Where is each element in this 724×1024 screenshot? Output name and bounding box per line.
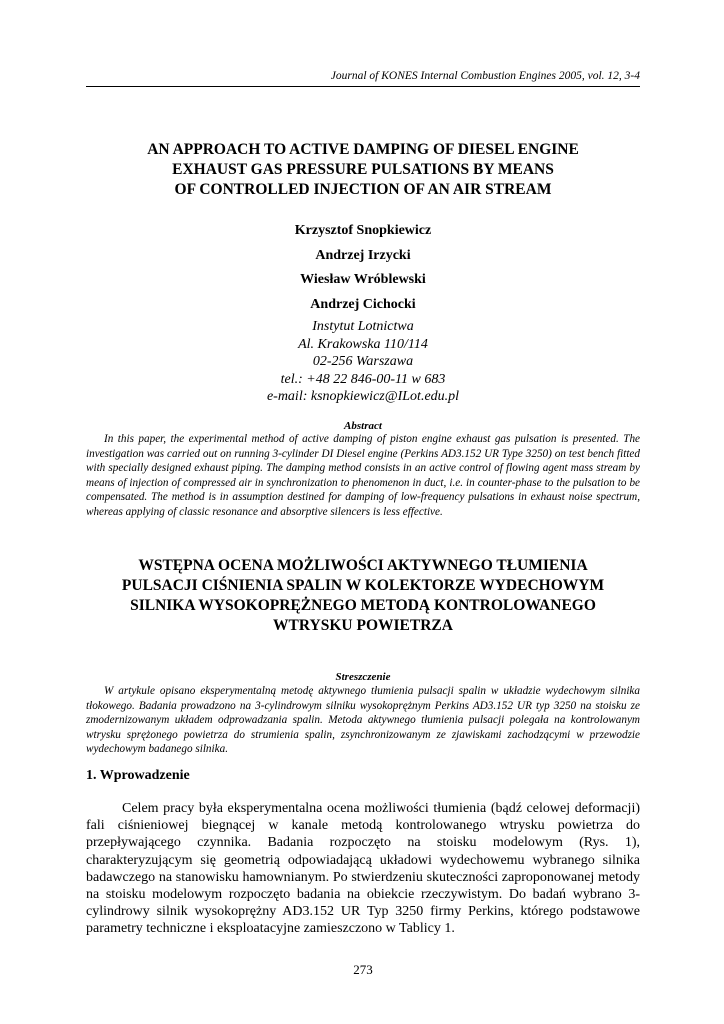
affiliation-street: Al. Krakowska 110/114 xyxy=(298,336,428,352)
journal-reference: Journal of KONES Internal Combustion Engines 2005, vol. 12, 3-4 xyxy=(330,70,640,82)
abstract-heading: Abstract xyxy=(344,420,382,432)
paper-title xyxy=(86,140,640,200)
page-number: 273 xyxy=(353,962,373,977)
header-rule xyxy=(86,86,640,87)
abstract-body xyxy=(86,432,640,520)
section-heading: 1. Wprowadzenie xyxy=(86,768,190,783)
section-body xyxy=(86,800,640,938)
title-line: EXHAUST GAS PRESSURE PULSATIONS BY MEANS xyxy=(172,161,554,178)
affiliation-institute: Instytut Lotnictwa xyxy=(312,319,414,334)
affiliation-email: e-mail: ksnopkiewicz@ILot.edu.pl xyxy=(266,389,460,404)
streszczenie-body xyxy=(86,684,640,757)
author-list xyxy=(86,222,640,320)
body-paragraph: Celem pracy była eksperymentalna ocena możliwości tłumienia (bądź celowej deformacji) fali ciśnieniowej biegnącej w kanale metodą kontrolowanego wtrysku powietrza do przepływającego czynnika. Badania rozpoczęto na stoisku modelowym (Rys. 1), charakteryzującym się geometrią odpowiadającą układowi wydechowemu wybranego silnika badawczego na stanowisku hamownianym. Po stwierdzeniu skuteczności zaproponowanej metody na stoisku modelowym rozpoczęto badania na obiekcie rzeczywistym. Do badań wybrano 3-cylindrowy silnik wysokoprężny AD3.152 UR Typ 3250 firmy Perkins, którego podstawowe parametry techniczne i eksploatacyjne zamieszczono w Tablicy 1. xyxy=(86,801,640,937)
affiliation-city: 02-256 Warszawa xyxy=(312,354,414,369)
affiliation-phone: tel.: +48 22 846-00-11 w 683 xyxy=(280,371,446,387)
affiliation xyxy=(86,318,640,406)
abstract-text: In this paper, the experimental method of active damping of piston engine exhaust gas pulsation is presented. The investigation was carried out on running 3-cylinder DI Diesel engine (Perkins AD3.152 UR Type 3250) on test bench fitted with specially designed exhaust piping. The damping method consists in an active control of flowing agent mass stream by means of injection of compressed air in synchronization to phenomenon in duct, i.e. in counter-phase to the pulsation to be compensated. The method is in assumption destined for damping of low-frequency pulsations in exhaust noise spectrum, whereas applying of classic resonance and absorptive silencers is less effective. xyxy=(86,433,640,518)
streszczenie-text: W artykule opisano eksperymentalną metodę aktywnego tłumienia pulsacji spalin w układzie wydechowym silnika tłokowego. Badania prowadzono na 3-cylindrowym silniku wysokoprężnym Perkins AD3.152 UR typ 3250 na stoisku ze zmodernizowanym układem odprowadzania spalin. Metoda aktywnego tłumienia pulsacji polegała na kontrolowanym wtrysku sprężonego powietrza do strumienia spalin, zsynchronizowanym ze zjawiskami zachodzącymi w przewodzie wydechowym badanego silnika. xyxy=(86,685,640,756)
polish-title-line: WTRYSKU POWIETRZA xyxy=(273,617,453,634)
streszczenie-heading: Streszczenie xyxy=(335,671,391,683)
author-name: Krzysztof Snopkiewicz xyxy=(294,223,432,238)
title-line: OF CONTROLLED INJECTION OF AN AIR STREAM xyxy=(174,181,552,198)
title-line: AN APPROACH TO ACTIVE DAMPING OF DIESEL ENGINE xyxy=(147,141,579,158)
author-name: Andrzej Cichocki xyxy=(310,296,416,312)
polish-title-line: PULSACJI CIŚNIENIA SPALIN W KOLEKTORZE WYDECHOWYM xyxy=(121,577,605,594)
author-name: Wiesław Wróblewski xyxy=(300,272,426,287)
polish-title xyxy=(86,556,640,636)
polish-title-line: SILNIKA WYSOKOPRĘŻNEGO METODĄ KONTROLOWANEGO xyxy=(130,597,596,614)
author-name: Andrzej Irzycki xyxy=(315,247,411,263)
polish-title-line: WSTĘPNA OCENA MOŻLIWOŚCI AKTYWNEGO TŁUMIENIA xyxy=(138,557,588,574)
